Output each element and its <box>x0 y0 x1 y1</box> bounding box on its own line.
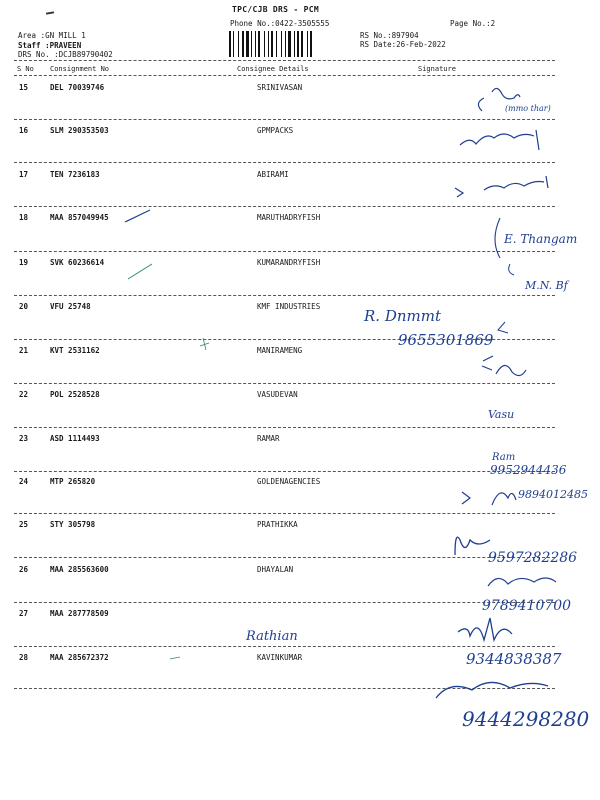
row-divider <box>14 295 555 296</box>
row-consignment-number: MAA 857049945 <box>50 213 109 222</box>
row-serial-number: 15 <box>19 83 29 92</box>
column-header-signature: Signature <box>418 65 456 73</box>
signature-scribble <box>462 492 516 505</box>
row-consignee-name: GPMPACKS <box>257 126 294 135</box>
signature-scribble <box>488 578 556 586</box>
row-serial-number: 17 <box>19 170 29 179</box>
signature-r28-phone: 9444298280 <box>462 707 590 731</box>
pen-tick-mark <box>46 11 54 14</box>
row-consignee-name: RAMAR <box>257 434 280 443</box>
row-serial-number: 20 <box>19 302 29 311</box>
row-consignment-number: POL 2528528 <box>50 390 100 399</box>
bracket-stroke <box>495 218 500 258</box>
signature-r22: Vasu <box>488 408 515 421</box>
signature-r20-name: R. Dnmmt <box>364 307 441 325</box>
signature-r23-phone: 9952944436 <box>490 463 567 477</box>
row-consignee-name: PRATHIKKA <box>257 520 298 529</box>
row-divider <box>14 383 555 384</box>
row-divider <box>14 646 555 647</box>
row-serial-number: 16 <box>19 126 29 135</box>
row-consignment-number: VFU 25748 <box>50 302 91 311</box>
signature-r26-phone: 9789410700 <box>482 598 572 614</box>
barcode-image <box>228 31 350 57</box>
row-serial-number: 18 <box>19 213 29 222</box>
signature-scribble <box>455 537 490 555</box>
row-consignee-name: GOLDENAGENCIES <box>257 477 321 486</box>
row-divider <box>14 119 555 120</box>
column-header-sno: S No <box>17 65 34 73</box>
row-consignee-name: SRINIVASAN <box>257 83 303 92</box>
row-consignee-name: KUMARANDRYFISH <box>257 258 321 267</box>
row-serial-number: 27 <box>19 609 29 618</box>
signature-r27-phone: 9344838387 <box>466 650 562 668</box>
row-serial-number: 22 <box>19 390 29 399</box>
row-serial-number: 25 <box>19 520 29 529</box>
row-divider <box>14 339 555 340</box>
pen-stroke <box>498 322 508 333</box>
row-divider <box>14 557 555 558</box>
pen-stroke <box>125 210 150 222</box>
staff-field: Staff :PRAVEEN <box>18 41 82 50</box>
signature-r20-phone: 9655301869 <box>398 331 494 349</box>
signature-scribble <box>455 176 548 197</box>
signature-r19: M.N. Bf <box>525 279 568 292</box>
row-serial-number: 21 <box>19 346 29 355</box>
page-number: Page No.:2 <box>450 19 496 28</box>
row-consignee-name: DHAYALAN <box>257 565 294 574</box>
row-divider <box>14 471 555 472</box>
signature-scribble <box>482 356 526 376</box>
row-consignee-name: MANIRAMENG <box>257 346 303 355</box>
row-divider <box>14 251 555 252</box>
row-consignee-name: ABIRAMI <box>257 170 289 179</box>
row-serial-number: 19 <box>19 258 29 267</box>
phone-number: Phone No.:0422-3505555 <box>230 19 330 28</box>
row-serial-number: 23 <box>19 434 29 443</box>
row-consignment-number: KVT 2531162 <box>50 346 100 355</box>
signature-scribble <box>460 130 539 150</box>
row-divider <box>14 602 555 603</box>
row-consignment-number: SLM 290353503 <box>50 126 109 135</box>
signature-scribble <box>458 618 512 640</box>
rs-number-field: RS No.:897904 <box>360 31 419 40</box>
column-header-consignee: Consignee Details <box>237 65 309 73</box>
row-serial-number: 28 <box>19 653 29 662</box>
row-consignee-name: KAVINKUMAR <box>257 653 303 662</box>
row-consignment-number: TEN 7236183 <box>50 170 100 179</box>
rs-date-field: RS Date:26-Feb-2022 <box>360 40 446 49</box>
row-divider <box>14 513 555 514</box>
row-consignment-number: ASD 1114493 <box>50 434 100 443</box>
pen-stroke <box>128 264 152 279</box>
signature-r27-name: Rathian <box>246 629 298 644</box>
row-consignment-number: MAA 285563600 <box>50 565 109 574</box>
signature-r23-name: Ram <box>492 452 516 463</box>
column-header-divider <box>14 75 555 76</box>
row-consignment-number: MTP 265820 <box>50 477 96 486</box>
row-consignment-number: MAA 287778509 <box>50 609 109 618</box>
column-header-consignment: Consignment No <box>50 65 110 73</box>
signature-scribble <box>478 88 520 111</box>
row-consignment-number: MAA 285672372 <box>50 653 109 662</box>
pen-stroke <box>509 264 514 275</box>
row-consignee-name: KMF INDUSTRIES <box>257 302 321 311</box>
row-serial-number: 26 <box>19 565 29 574</box>
signature-scribble <box>436 682 548 698</box>
area-field: Area :GN MILL 1 <box>18 31 86 40</box>
row-divider <box>14 688 555 689</box>
row-consignment-number: SVK 60236614 <box>50 258 105 267</box>
drs-number-field: DRS No. :DCJB89790402 <box>18 50 113 59</box>
row-divider <box>14 206 555 207</box>
row-serial-number: 24 <box>19 477 29 486</box>
header-divider <box>14 60 555 61</box>
document-title: TPC/CJB DRS - PCM <box>232 5 319 14</box>
pen-stroke <box>170 657 180 659</box>
signature-note-r15: (mmo thar) <box>505 104 551 113</box>
row-consignment-number: DEL 70039746 <box>50 83 105 92</box>
row-consignment-number: STY 305798 <box>50 520 96 529</box>
row-divider <box>14 162 555 163</box>
row-divider <box>14 427 555 428</box>
signature-r24-phone: 9894012485 <box>518 488 588 501</box>
row-consignee-name: MARUTHADRYFISH <box>257 213 321 222</box>
signature-r18: E. Thangam <box>504 232 578 246</box>
row-consignee-name: VASUDEVAN <box>257 390 298 399</box>
signature-r25-phone: 9597282286 <box>488 550 578 566</box>
